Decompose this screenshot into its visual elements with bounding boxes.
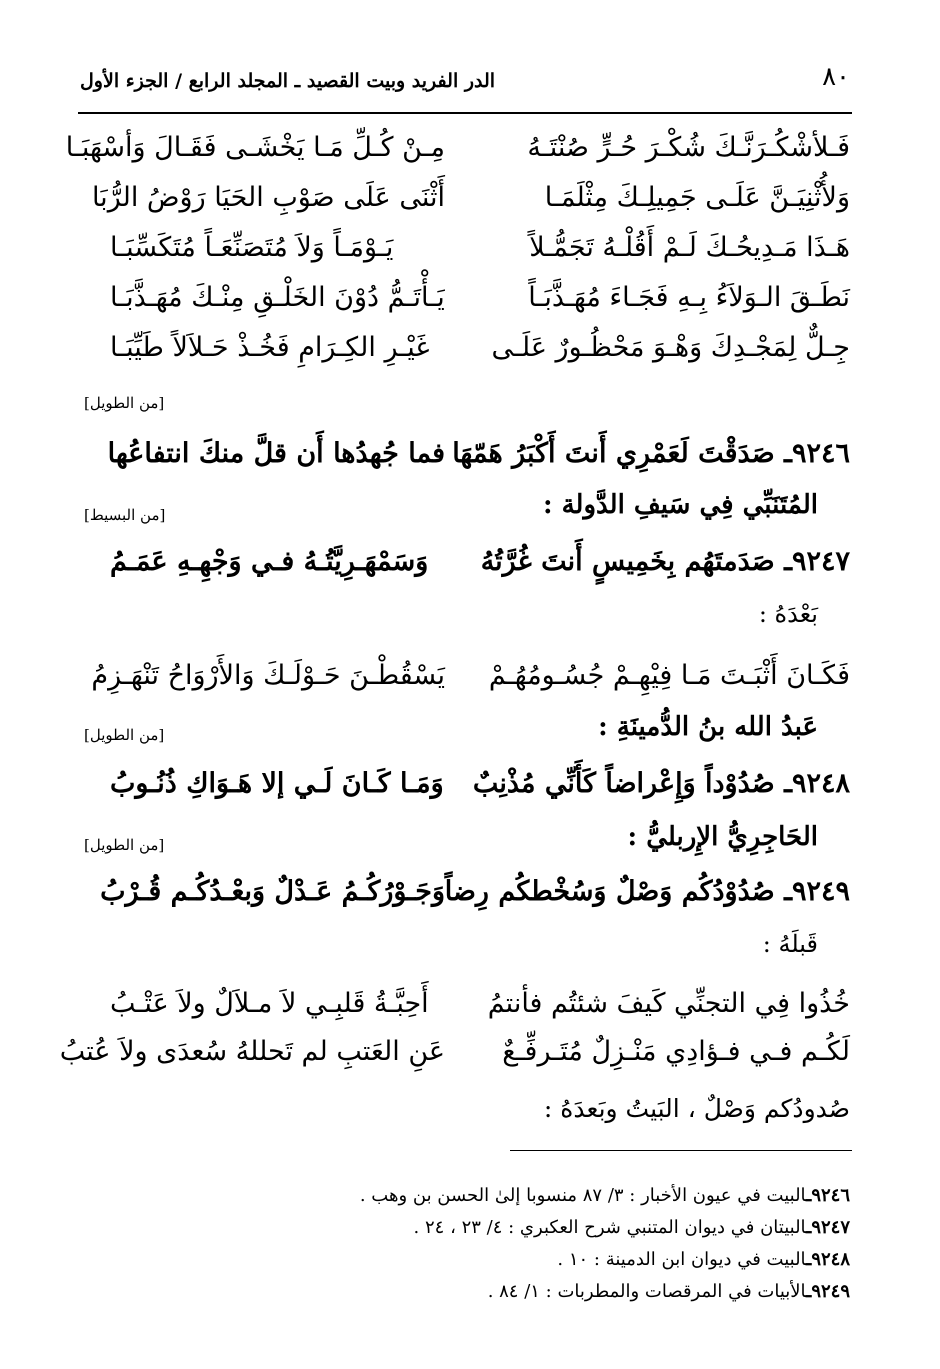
verse-9249-first-hemistich: ٩٢٤٩ـ صُدُوْدُكُم وَصْلٌ وَسُخْطكُم رِضاً: [444, 876, 850, 907]
attribution-9249: الحَاجِرِيُّ الإِربليُّ :: [627, 822, 818, 852]
verse-4-second-hemistich: يَـأْتَـمُّ دُوْنَ الخَلْـقِ مِنْـكَ مُهَـذَّبَـا: [110, 282, 445, 313]
verse-9249-before-2-first-hemistich: لَكُـم فـي فـؤادِي مَنْـزِلٌ مُتَـرفِّـعٌ: [502, 1036, 850, 1067]
footnote-9247: [414, 1214, 850, 1242]
verse-3-first-hemistich: هَـذَا مَـدِيحُـكَ لَـمْ أَقُلْـهُ تَجَمُّـلاً: [529, 232, 850, 263]
verse-9247-after-second-hemistich: يَسْقُطْـنَ حَـوْلَـكَ وَالأَرْوَاحُ تَنْهَـزِمُ: [91, 660, 445, 691]
before-label-9249: قَبلَهُ :: [762, 930, 818, 958]
footnote-9246: [360, 1182, 850, 1210]
verse-1-first-hemistich: فَـلأشْكُـرَنَّـكَ شُكْـرَ حُـرٍّ صُنْتَـهُ: [527, 132, 850, 163]
meter-label-9246: [من الطويل]: [84, 394, 165, 412]
attribution-9247: المُتَنَبِّي فِي سَيفِ الدَّولة :: [542, 490, 818, 520]
verse-2-first-hemistich: وَلأُثْنِيَـنَّ عَلَـى جَمِيلِـكَ مِثْلَمَـا: [544, 182, 850, 213]
footnote-text: البيت في ديوان ابن الدمينة : ١٠ .: [557, 1249, 807, 1270]
verse-9247-after-first-hemistich: فَكَـانَ أَثْبَـتَ مَـا فِيْهِـمْ جُسُـومُهُـمْ: [488, 660, 850, 691]
verse-9248-first-hemistich: ٩٢٤٨ـ صُدُوْداً وَإِعْراضاً كَأَنِّي مُذْنِبٌ: [472, 768, 850, 799]
header-divider: [78, 112, 852, 114]
running-title: الدر الفريد وبيت القصيد ـ المجلد الرابع / الجزء الأول: [80, 70, 496, 92]
footnote-9249: [488, 1278, 850, 1306]
meter-label-9247: [من البسيط]: [84, 506, 166, 524]
page-number: ٨٠: [822, 62, 850, 92]
attribution-9248: عَبدُ الله بنُ الدُّمينَةِ :: [598, 712, 818, 742]
footnote-number: ٩٢٤٨ـ: [806, 1249, 850, 1270]
verse-9247-first-hemistich: ٩٢٤٧ـ صَدَمتَهُم بِخَمِيسٍ أَنتَ غُرَّتُهُ: [480, 546, 850, 577]
footnote-number: ٩٢٤٩ـ: [806, 1281, 850, 1302]
verse-5-first-hemistich: جِـلٌّ لِمَجْـدِكَ وَهْـوَ مَحْظُـورٌ عَلَـى: [491, 332, 850, 363]
after-label-9247: بَعْدَهُ :: [758, 600, 818, 628]
closing-line-9249: صُدودُكم وَصْلٌ ، البَيتُ وبَعدَهُ :: [543, 1094, 850, 1123]
verse-9249-second-hemistich: وَجَـوْرُكُـمُ عَـدْلٌ وَبعْـدُكُـم قُـرْبُ: [100, 876, 445, 907]
verse-5-second-hemistich: غَيْـرِ الكِـرَامِ فَخُـذْ حَـلاَلاً طَيِّبَـا: [110, 332, 430, 363]
verse-9246-first-hemistich: ٩٢٤٦ـ صَدَقْتَ لَعَمْرِي أَنتَ أَكْبَرُ هَمّهَا: [452, 438, 850, 469]
verse-3-second-hemistich: يَـوْمَـاً وَلاَ مُتَصَنِّعَـاً مُتَكَسِّبَـا: [110, 232, 394, 263]
verse-9248-second-hemistich: وَمَـا كَـانَ لَـي إلا هَـوَاكِ ذُنُـوبُ: [110, 768, 444, 799]
verse-9249-before-1-second-hemistich: أَحِبَّـةُ قَلبِـي لاَ مـلاَلٌ ولاَ عَتْـبُ: [110, 988, 429, 1019]
footnote-divider: [510, 1150, 852, 1151]
footnote-number: ٩٢٤٧ـ: [806, 1217, 850, 1238]
footnote-9248: [557, 1246, 850, 1274]
verse-9246-second-hemistich: فما جُهدُها أَن قلَّ منكَ انتفاعُها: [107, 438, 445, 469]
footnote-text: البيتان في ديوان المتنبي شرح العكبري : ٤/ ٢٣ ، ٢٤ .: [413, 1217, 807, 1238]
footnote-text: البيت في عيون الأخبار : ٣/ ٨٧ منسوبا إلىٰ الحسن بن وهب .: [359, 1185, 807, 1206]
verse-2-second-hemistich: أَثْنَى عَلَى صَوْبِ الحَيَا رَوْضُ الرُّبَا: [91, 182, 445, 213]
verse-9249-before-1-first-hemistich: خُذُوا فِي التجنِّي كَيفَ شئتُم فأنتمُ: [487, 988, 850, 1019]
page-header: [80, 58, 850, 108]
verse-4-first-hemistich: نَطَـقَ الـوَلاَءُ بِـهِ فَجَـاءَ مُهَـذَّبَـاً: [528, 282, 850, 313]
footnote-number: ٩٢٤٦ـ: [806, 1185, 850, 1206]
verse-9247-second-hemistich: وَسَمْهَـرِيَّتُـهُ فـي وَجْهِـهِ عَمَـمُ: [110, 546, 429, 577]
meter-label-9249: [من الطويل]: [84, 836, 165, 854]
footnote-text: الأبيات في المرقصات والمطربات : ١/ ٨٤ .: [487, 1281, 807, 1302]
verse-1-second-hemistich: مِـنْ كُـلِّ مَـا يَخْشَـى فَقَـالَ وَأسْهَبَـا: [65, 132, 445, 163]
meter-label-9248: [من الطويل]: [84, 726, 165, 744]
verse-9249-before-2-second-hemistich: عَنِ العَتبِ لم تَحللهُ سُعدَى ولاَ عُتبُ: [59, 1036, 445, 1067]
